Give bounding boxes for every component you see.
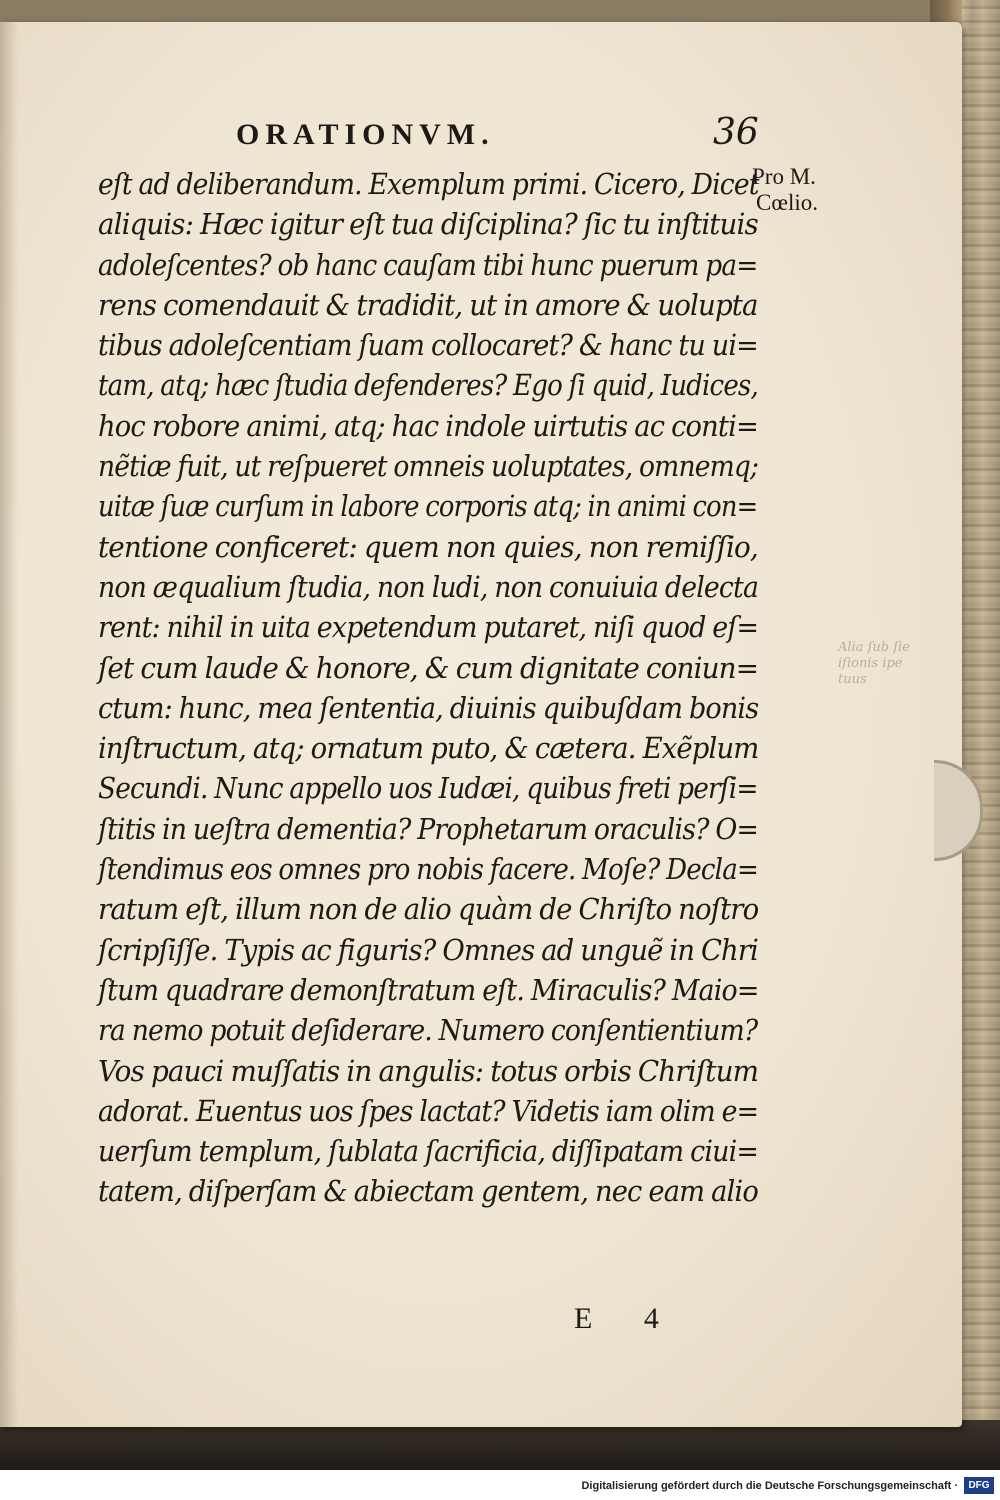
text-line: rens comendauit & tradidit, ut in amore & uolupta: [98, 287, 758, 322]
folio-number: 36: [713, 112, 759, 153]
footer-credit: Digitalisierung gefördert durch die Deutsche Forschungsgemeinschaft ·: [581, 1480, 958, 1492]
text-line: uitæ ſuæ curſum in labore corporis atq; in animi con=: [98, 489, 758, 524]
text-line: rent: nihil in uita expetendum putaret, niſi quod eſ=: [98, 610, 759, 645]
text-line: inſtructum, atq; ornatum puto, & cætera. Exẽplum: [98, 731, 759, 766]
dfg-logo: DFG: [964, 1477, 994, 1494]
margin-note-line: Cœlio.: [756, 190, 818, 215]
page-stack-edges: [962, 0, 1000, 1470]
text-line: Secundi. Nunc appello uos Iudæi, quibus freti perſi=: [98, 771, 758, 806]
text-line: hoc robore animi, atq; hac indole uirtutis ac conti=: [98, 408, 759, 443]
text-line: tatem, diſperſam & abiectam gentem, nec eam alio: [98, 1174, 758, 1209]
body-text: [98, 164, 758, 1212]
bleed-through-line: iſionis ipe: [838, 656, 903, 671]
text-line: nẽtiæ fuit, ut reſpueret omneis uoluptates, omnemq;: [98, 449, 759, 484]
running-head: ORATIONVM.: [236, 118, 495, 151]
text-line: ctum: hunc, mea ſententia, diuinis quibuſdam bonis: [98, 690, 759, 725]
text-line: tam, atq; hæc ſtudia defenderes? Ego ſi quid, Iudices,: [98, 368, 758, 403]
text-line: tibus adoleſcentiam ſuam collocaret? & hanc tu ui=: [98, 328, 758, 363]
gutter-shadow: [0, 22, 18, 1427]
text-line: uerſum templum, ſublata ſacrificia, diſſipatam ciui=: [98, 1134, 759, 1169]
margin-note-line: Pro M.: [752, 164, 816, 189]
text-line: ra nemo potuit deſiderare. Numero conſentientium?: [98, 1013, 758, 1048]
book-bottom-shadow: [0, 1420, 1000, 1470]
text-line: ſet cum laude & honore, & cum dignitate coniun=: [98, 650, 759, 685]
text-line: adoleſcentes? ob hanc cauſam tibi hunc puerum pa=: [98, 247, 758, 282]
text-line: adorat. Euentus uos ſpes lactat? Videtis iam olim e=: [98, 1093, 759, 1128]
text-line: ſtitis in ueſtra dementia? Prophetarum oraculis? O=: [98, 811, 759, 846]
text-line: eſt ad deliberandum. Exemplum primi. Cicero, Dicet: [98, 167, 759, 201]
bleed-through-line: Alia ſub ſie: [838, 640, 910, 655]
text-line: Vos pauci muſſatis in angulis: totus orbis Chriſtum: [98, 1053, 759, 1088]
margin-note: [752, 164, 818, 216]
bleed-through-line: tuus: [838, 672, 867, 687]
text-line: ſtendimus eos omnes pro nobis facere. Moſe? Decla=: [98, 852, 759, 887]
bleed-through-text: [838, 640, 910, 688]
text-line: aliquis: Hæc igitur eſt tua diſciplina? ſic tu inſtituis: [98, 207, 758, 242]
text-line: ſcripſiſſe. Typis ac figuris? Omnes ad unguẽ in Chri: [98, 932, 758, 967]
signature-mark: E 4: [574, 1302, 681, 1335]
text-line: ratum eſt, illum non de alio quàm de Chriſto noſtro: [98, 892, 759, 927]
text-line: ſtum quadrare demonſtratum eſt. Miraculis? Maio=: [98, 972, 759, 1007]
text-line: tentione conficeret: quem non quies, non remiſſio,: [98, 529, 758, 564]
text-line: non æqualium ſtudia, non ludi, non conuiuia delecta: [98, 569, 759, 604]
